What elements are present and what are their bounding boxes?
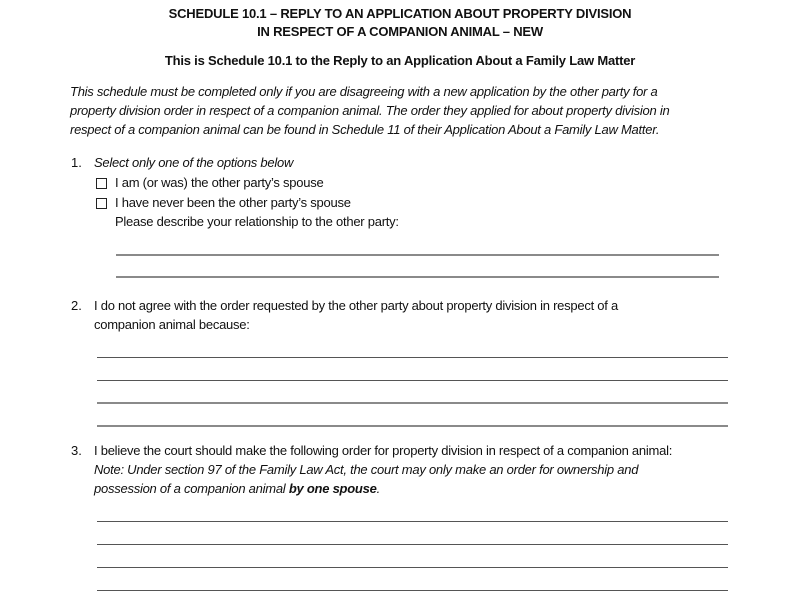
never-spouse-option-label: I have never been the other party’s spouse	[115, 195, 351, 210]
intro-line3: respect of a companion animal can be found in Schedule 11 of their Application About a Family Law Matter.	[70, 122, 660, 137]
order-answer-line[interactable]	[97, 544, 728, 545]
question-2-text-line1: I do not agree with the order requested by the other party about property division in respect of a	[94, 298, 618, 313]
disagreement-answer-line[interactable]	[97, 380, 728, 381]
schedule-title-line1: SCHEDULE 10.1 – REPLY TO AN APPLICATION ABOUT PROPERTY DIVISION	[168, 6, 632, 21]
spouse-option-label: I am (or was) the other party’s spouse	[115, 175, 324, 190]
question-2-text-line2: companion animal because:	[94, 317, 250, 332]
never-spouse-checkbox[interactable]	[96, 198, 107, 209]
spouse-checkbox[interactable]	[96, 178, 107, 189]
disagreement-answer-line[interactable]	[97, 357, 728, 358]
question-3-note-line1: Note: Under section 97 of the Family Law Act, the court may only make an order for ownership and	[94, 462, 639, 477]
relationship-answer-line[interactable]	[116, 276, 719, 278]
order-answer-line[interactable]	[97, 590, 728, 591]
disagreement-answer-line[interactable]	[97, 402, 728, 404]
question-3-note-line2	[94, 481, 380, 496]
note-emphasis: by one spouse	[288, 481, 377, 496]
order-answer-line[interactable]	[97, 521, 728, 522]
disagreement-answer-line[interactable]	[97, 425, 728, 427]
question-3-number: 3.	[71, 443, 82, 458]
intro-line1: This schedule must be completed only if you are disagreeing with a new application by the other party for a	[70, 84, 658, 99]
question-2-number: 2.	[71, 298, 82, 313]
question-1-instruction: Select only one of the options below	[94, 155, 294, 170]
relationship-answer-line[interactable]	[116, 254, 719, 256]
relationship-prompt: Please describe your relationship to the other party:	[115, 214, 399, 229]
note-prefix: possession of a companion animal	[94, 481, 289, 496]
schedule-subtitle: This is Schedule 10.1 to the Reply to an Application About a Family Law Matter	[164, 53, 636, 68]
order-answer-line[interactable]	[97, 567, 728, 568]
question-3-text: I believe the court should make the following order for property division in respect of a companion animal:	[94, 443, 673, 458]
schedule-title-line2: IN RESPECT OF A COMPANION ANIMAL – NEW	[257, 24, 543, 39]
intro-line2: property division order in respect of a companion animal. The order they applied for about property division in	[70, 103, 670, 118]
question-1-number: 1.	[71, 155, 82, 170]
note-suffix: .	[376, 481, 380, 496]
